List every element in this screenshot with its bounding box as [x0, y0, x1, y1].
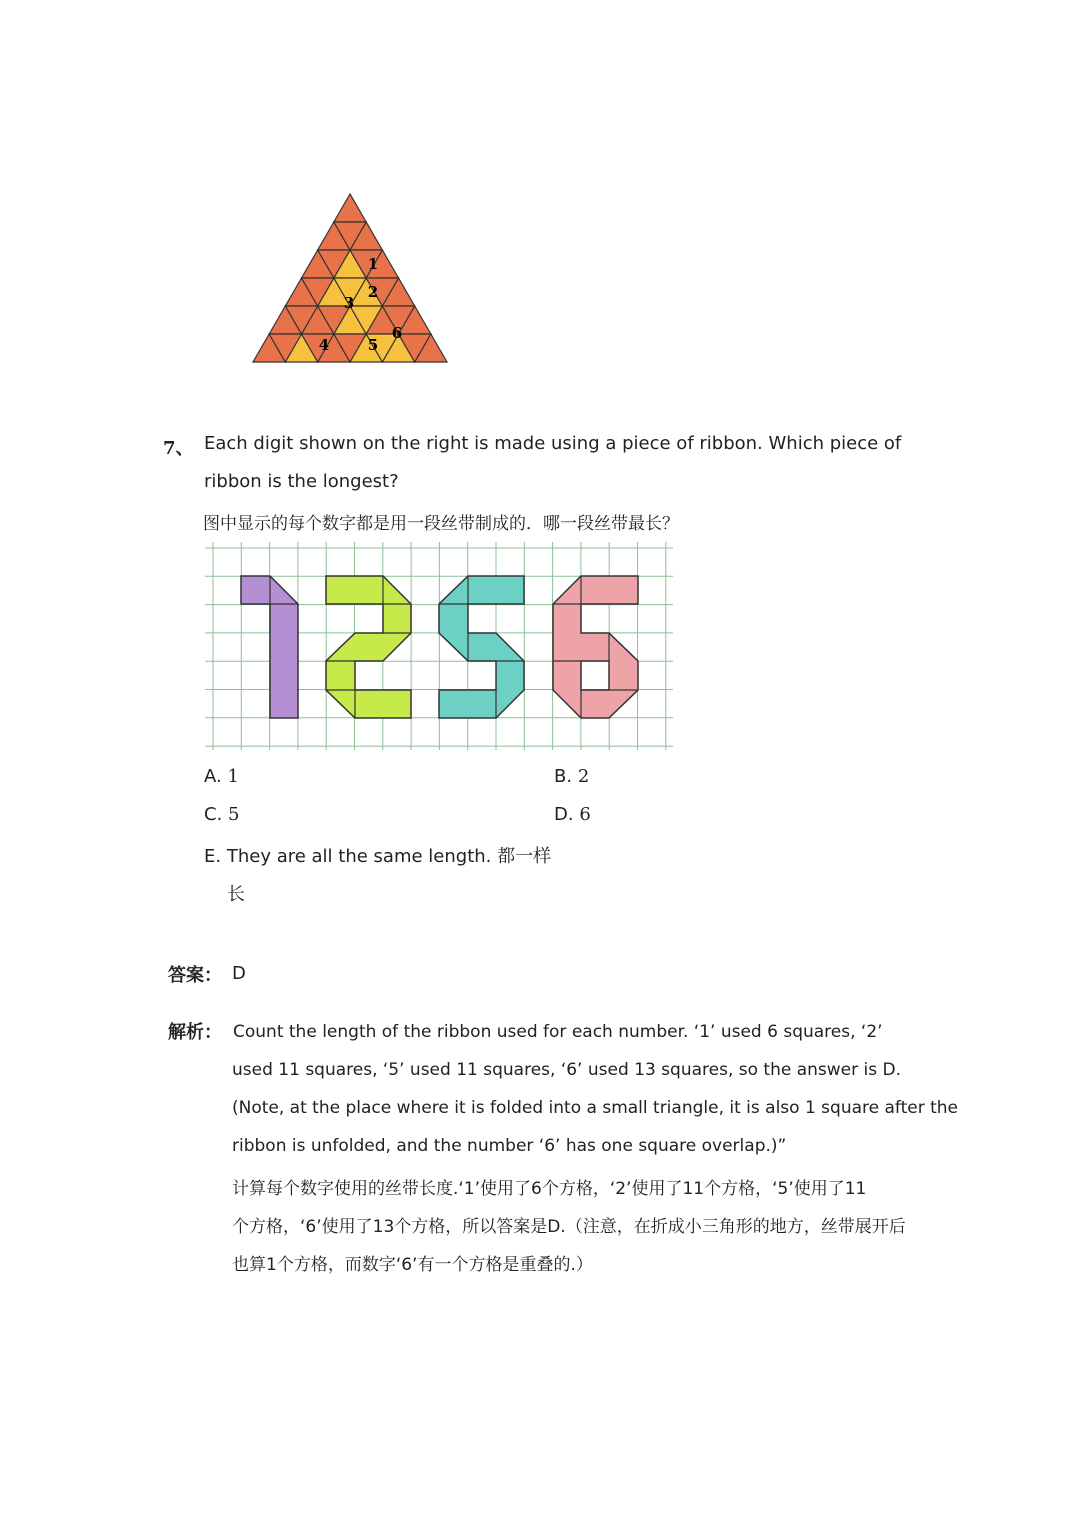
option-c-label: C.	[204, 804, 223, 825]
option-d-label: D.	[554, 804, 574, 825]
triangle-cell	[334, 194, 366, 222]
analysis-en-line-3: (Note, at the place where it is folded into a small triangle, it is also 1 square after the	[232, 1098, 959, 1118]
analysis-en-line-2: used 11 squares, ‘5’ used 11 squares, ‘6’ used 13 squares, so the answer is D.	[232, 1060, 902, 1080]
option-d[interactable]	[554, 804, 591, 825]
triangle-label-5: 5	[367, 336, 379, 354]
ribbon-digits-figure	[203, 540, 675, 752]
triangle-label-4: 4	[318, 336, 330, 354]
analysis-cn-line-2: 个方格，‘6’使用了13个方格，所以答案是D.（注意，在折成小三角形的地方，丝带展开后	[232, 1217, 906, 1237]
option-b[interactable]	[554, 766, 589, 787]
option-c-value: 5	[228, 804, 240, 825]
triangle-label-6: 6	[391, 324, 403, 342]
question-number: 7、	[163, 438, 194, 459]
option-a[interactable]	[204, 766, 239, 787]
option-d-value: 6	[579, 804, 591, 825]
option-a-label: A.	[204, 766, 222, 787]
answer-value: D	[232, 963, 246, 984]
triangle-label-3: 3	[343, 294, 355, 312]
analysis-cn-line-3: 也算1个方格，而数字‘6’有一个方格是重叠的.）	[232, 1255, 593, 1275]
triangle-figure	[250, 188, 450, 366]
option-a-value: 1	[227, 766, 239, 787]
analysis-en-line-1: Count the length of the ribbon used for each number. ‘1’ used 6 squares, ‘2’	[233, 1022, 883, 1042]
option-e-text-line1: They are all the same length. 都一样	[226, 846, 552, 867]
question-text-cn: 图中显示的每个数字都是用一段丝带制成的．哪一段丝带最长？	[203, 514, 679, 534]
triangle-label-1: 1	[367, 255, 379, 273]
option-e-text-line2: 长	[227, 884, 245, 905]
triangle-label-2: 2	[367, 283, 379, 301]
question-text-en-line1: Each digit shown on the right is made using a piece of ribbon. Which piece of	[204, 433, 902, 454]
answer-label: 答案：	[168, 965, 222, 986]
question-text-en-line2: ribbon is the longest?	[204, 471, 399, 492]
analysis-label: 解析：	[168, 1022, 222, 1043]
option-e-label: E.	[204, 846, 222, 867]
analysis-cn-line-1: 计算每个数字使用的丝带长度.‘1’使用了6个方格，‘2’使用了11个方格，‘5’使用了11	[232, 1179, 867, 1199]
option-c[interactable]	[204, 804, 239, 825]
option-e[interactable]	[204, 842, 551, 868]
analysis-en-line-4: ribbon is unfolded, and the number ‘6’ has one square overlap.)”	[232, 1136, 787, 1156]
option-b-label: B.	[554, 766, 573, 787]
option-b-value: 2	[577, 766, 590, 787]
